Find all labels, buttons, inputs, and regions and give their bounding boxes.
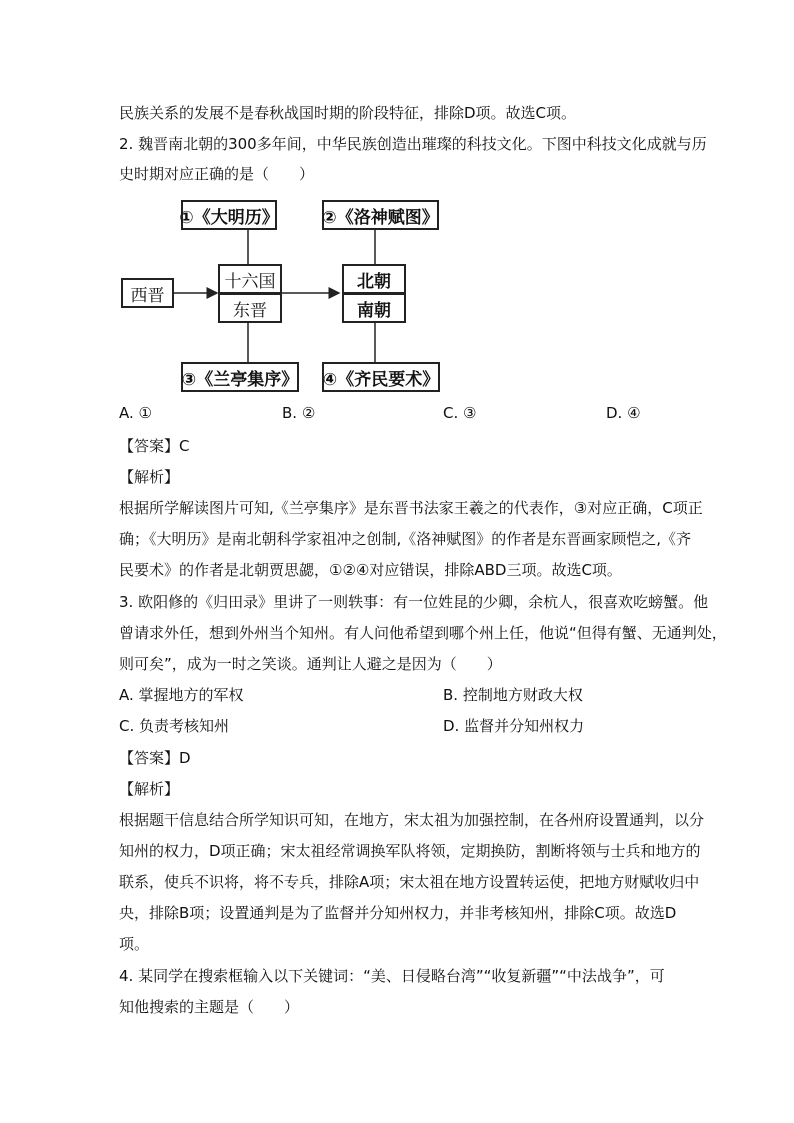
q3-option-b: B. 控制地方财政大权 bbox=[443, 686, 583, 704]
q2-analysis-line: 民要术》的作者是北朝贾思勰，①②④对应错误，排除ABD三项。故选C项。 bbox=[119, 561, 622, 579]
box-shiliuguo: 十六国 bbox=[218, 264, 282, 294]
box-beichao: 北朝 bbox=[342, 264, 406, 294]
box-daming-calendar: ①《大明历》 bbox=[181, 200, 277, 230]
q3-analysis-line: 央，排除B项；设置通判是为了监督并分知州权力，并非考核知州，排除C项。故选D bbox=[119, 904, 677, 922]
q3-stem-line: 3. 欧阳修的《归田录》里讲了一则轶事：有一位姓昆的少卿，余杭人，很喜欢吃螃蟹。他 bbox=[119, 593, 709, 611]
box-qimin-yaoshu: ④《齐民要术》 bbox=[322, 362, 440, 392]
q3-option-d: D. 监督并分知州权力 bbox=[443, 717, 585, 735]
box-xijin: 西晋 bbox=[121, 278, 174, 308]
box-nanchao: 南朝 bbox=[342, 293, 406, 323]
box-dongjin: 东晋 bbox=[218, 293, 282, 323]
q2-analysis-line: 根据所学解读图片可知,《兰亭集序》是东晋书法家王羲之的代表作，③对应正确，C项正 bbox=[119, 499, 703, 517]
q3-analysis-line: 项。 bbox=[119, 935, 150, 953]
q4-stem-line: 知他搜索的主题是（ ） bbox=[119, 998, 300, 1016]
q2-analysis-line: 确；《大明历》是南北朝科学家祖冲之创制,《洛神赋图》的作者是东晋画家顾恺之,《齐 bbox=[119, 530, 692, 548]
q3-analysis-line: 根据题干信息结合所学知识可知，在地方，宋太祖为加强控制，在各州府设置通判，以分 bbox=[119, 811, 705, 829]
q4-stem-line: 4. 某同学在搜索框输入以下关键词：“美、日侵略台湾”“收复新疆”“中法战争”，可 bbox=[119, 967, 665, 985]
q2-stem-line1: 2. 魏晋南北朝的300多年间，中华民族创造出璀璨的科技文化。下图中科技文化成就与历 bbox=[119, 135, 707, 153]
q2-option-b: B. ② bbox=[282, 404, 316, 422]
q2-stem-line2: 史时期对应正确的是（ ） bbox=[119, 165, 315, 183]
q2-period-diagram bbox=[119, 196, 459, 394]
q3-option-c: C. 负责考核知州 bbox=[119, 717, 230, 735]
box-luoshen-painting: ②《洛神赋图》 bbox=[322, 200, 439, 230]
q2-option-d: D. ④ bbox=[606, 404, 641, 422]
q2-answer: 【答案】C bbox=[119, 437, 190, 455]
prev-answer-tail: 民族关系的发展不是春秋战国时期的阶段特征，排除D项。故选C项。 bbox=[119, 104, 577, 122]
q3-analysis-line: 联系，使兵不识将，将不专兵，排除A项；宋太祖在地方设置转运使，把地方财赋收归中 bbox=[119, 873, 700, 891]
q2-analysis-label: 【解析】 bbox=[119, 468, 180, 486]
q2-option-c: C. ③ bbox=[443, 404, 477, 422]
q3-answer: 【答案】D bbox=[119, 749, 191, 767]
q3-option-a: A. 掌握地方的军权 bbox=[119, 686, 244, 704]
q3-analysis-line: 知州的权力，D项正确；宋太祖经常调换军队将领，定期换防，割断将领与士兵和地方的 bbox=[119, 842, 701, 860]
q3-stem-line: 曾请求外任，想到外州当个知州。有人问他希望到哪个州上任，他说“但得有蟹、无通判处， bbox=[119, 624, 727, 642]
q3-stem-line: 则可矣”，成为一时之笑谈。通判让人避之是因为（ ） bbox=[119, 655, 502, 673]
box-lanting-preface: ③《兰亭集序》 bbox=[181, 362, 299, 392]
q3-analysis-label: 【解析】 bbox=[119, 780, 180, 798]
q2-option-a: A. ① bbox=[119, 404, 152, 422]
